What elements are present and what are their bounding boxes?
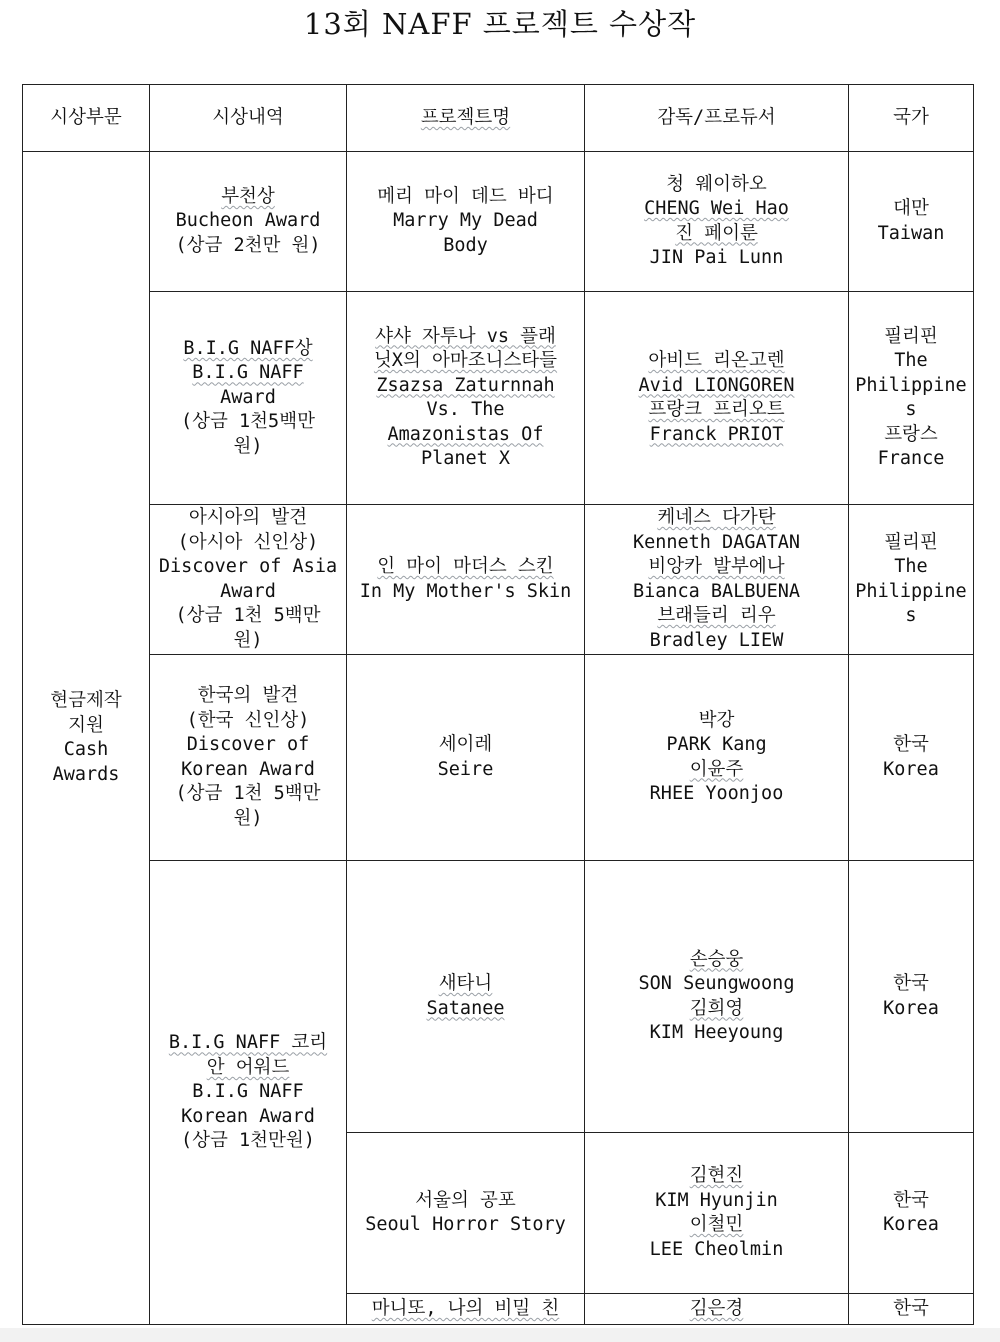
people-cell: 케네스 다가탄 Kenneth DAGATAN 비앙카 발부에나 Bianca BALBUENA 브래들리 리우 Bradley LIEW (585, 505, 849, 655)
category-cell: 현금제작 지원 Cash Awards (23, 152, 150, 1325)
country-cell: 대만 Taiwan (849, 152, 974, 292)
page-title: 13회 NAFF 프로젝트 수상작 (303, 7, 697, 41)
people-cell: 아비드 리온고렌 Avid LIONGOREN 프랑크 프리오트 Franck PRIOT (585, 292, 849, 505)
award-cell: 부천상 Bucheon Award (상금 2천만 원) (150, 152, 347, 292)
header-people: 감독/프로듀서 (585, 85, 849, 152)
table-row (23, 292, 974, 505)
project-cell: 마니또, 나의 비밀 친 (347, 1294, 585, 1325)
people-cell: 손승웅 SON Seungwoong 김희영 KIM Heeyoung (585, 861, 849, 1133)
people-cell: 김현진 KIM Hyunjin 이철민 LEE Cheolmin (585, 1133, 849, 1294)
table-header-row (23, 85, 974, 152)
country-cell: 한국 Korea (849, 655, 974, 861)
table-row (23, 152, 974, 292)
header-country: 국가 (849, 85, 974, 152)
table-row (23, 505, 974, 655)
country-cell: 필리핀 The Philippine s 프랑스 France (849, 292, 974, 505)
award-cell: B.I.G NAFF 코리 안 어워드 B.I.G NAFF Korean Award (상금 1천만원) (150, 861, 347, 1325)
award-cell: 아시아의 발견 (아시아 신인상) Discover of Asia Award (상금 1천 5백만 원) (150, 505, 347, 655)
project-cell: 서울의 공포 Seoul Horror Story (347, 1133, 585, 1294)
award-cell: 한국의 발견 (한국 신인상) Discover of Korean Award (상금 1천 5백만 원) (150, 655, 347, 861)
people-cell: 김은경 (585, 1294, 849, 1325)
country-cell: 한국 (849, 1294, 974, 1325)
country-cell: 한국 Korea (849, 1133, 974, 1294)
page-bottom-strip (0, 1328, 1000, 1342)
awards-table (22, 84, 974, 1325)
header-project: 프로젝트명 (347, 85, 585, 152)
people-cell: 박강 PARK Kang 이윤주 RHEE Yoonjoo (585, 655, 849, 861)
project-cell: 새타니 Satanee (347, 861, 585, 1133)
table-row (23, 861, 974, 1133)
people-cell: 청 웨이하오 CHENG Wei Hao 진 페이룬 JIN Pai Lunn (585, 152, 849, 292)
country-cell: 필리핀 The Philippine s (849, 505, 974, 655)
project-cell: 세이레 Seire (347, 655, 585, 861)
project-cell: 메리 마이 데드 바디 Marry My Dead Body (347, 152, 585, 292)
award-cell: B.I.G NAFF상 B.I.G NAFF Award (상금 1천5백만 원) (150, 292, 347, 505)
project-cell: 샤샤 자투나 vs 플래 닛X의 아마조니스타들 Zsazsa Zaturnnah Vs. The Amazonistas Of Planet X (347, 292, 585, 505)
header-award: 시상내역 (150, 85, 347, 152)
header-category: 시상부문 (23, 85, 150, 152)
table-row (23, 655, 974, 861)
project-cell: 인 마이 마더스 스킨 In My Mother's Skin (347, 505, 585, 655)
country-cell: 한국 Korea (849, 861, 974, 1133)
